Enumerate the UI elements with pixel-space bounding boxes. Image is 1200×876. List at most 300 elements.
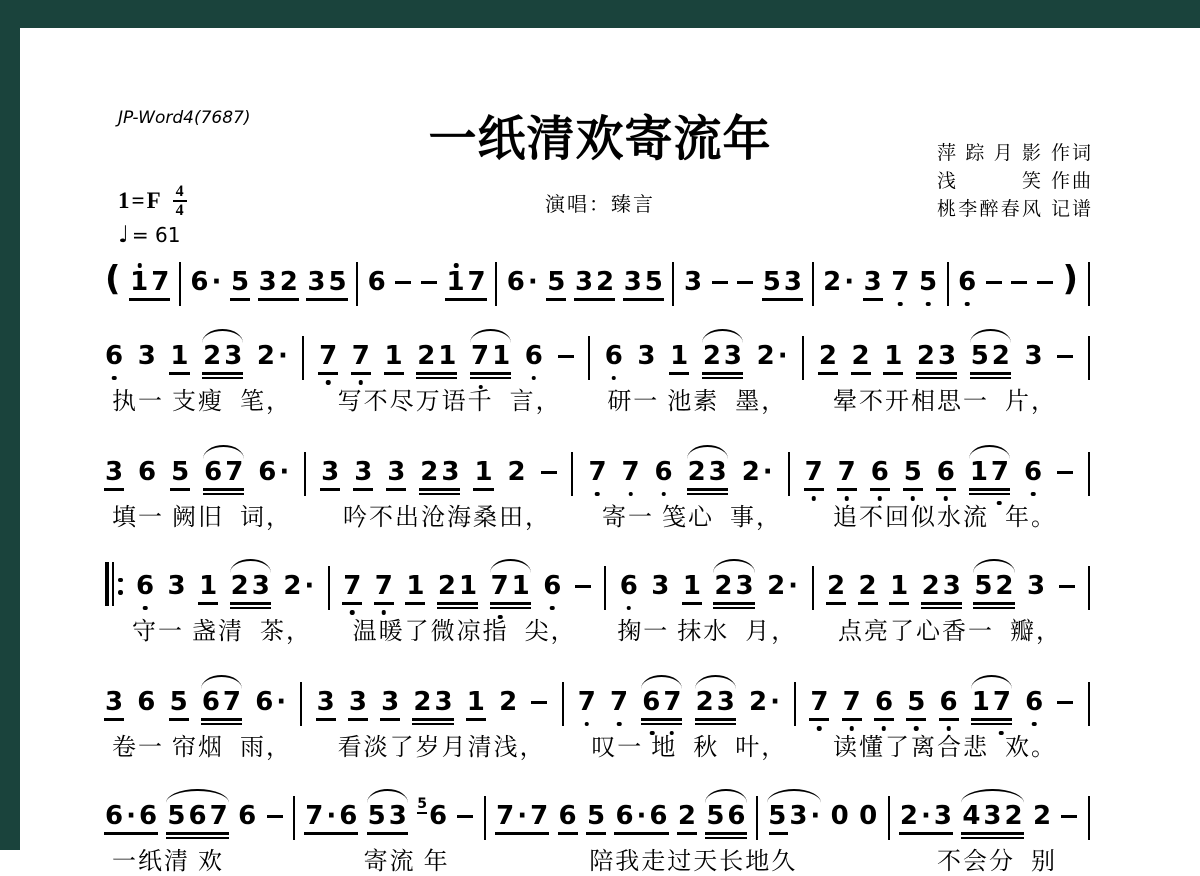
beam-underline (921, 602, 962, 604)
rest-note (830, 801, 852, 831)
beam-underline (473, 488, 493, 490)
note-digits: 17 (130, 267, 173, 297)
beam-underline (899, 832, 953, 834)
note-token (135, 571, 158, 601)
beam-underline (412, 723, 453, 725)
beam-underline (623, 298, 664, 300)
note-token (970, 341, 1013, 371)
note-token (768, 801, 824, 831)
octave-dot-low (627, 606, 632, 611)
duration-dash (1011, 281, 1027, 284)
note-token (1024, 341, 1046, 371)
slur-arc (470, 329, 511, 343)
note-digits: 6· (255, 687, 290, 717)
octave-dot-high (138, 263, 143, 268)
beam-underline (374, 602, 394, 604)
octave-dot-low (661, 492, 666, 497)
notes-row (105, 259, 1090, 306)
beam-underline (419, 493, 460, 495)
duration-dash (421, 281, 437, 284)
note-token (283, 571, 318, 601)
barline (1088, 796, 1090, 840)
note-token (201, 687, 245, 717)
note-token (130, 267, 173, 297)
note-digits: 2· (823, 267, 858, 297)
note-token (574, 267, 618, 297)
note-token (137, 341, 159, 371)
beam-underline (973, 602, 1014, 604)
note-digits: 2· (756, 341, 791, 371)
note-digits: 6· (190, 267, 225, 297)
beam-underline (889, 602, 909, 604)
beam-underline (809, 718, 829, 720)
duration-dash (986, 281, 1002, 284)
duration-dash (1057, 701, 1073, 704)
slur-arc (702, 329, 743, 343)
note-token (916, 341, 960, 371)
key-prefix: 1= (118, 188, 147, 213)
beam-underline (916, 372, 957, 374)
lyricist-role: 作词 (1050, 143, 1093, 164)
note-digits: 2 (677, 801, 699, 831)
note-token (714, 571, 757, 601)
note-digits: 2·3 (899, 801, 955, 831)
beam-underline (258, 298, 299, 300)
note-digits: 67 (204, 457, 247, 487)
slur-arc (971, 675, 1012, 689)
beam-underline (384, 372, 404, 374)
barline (1088, 566, 1090, 610)
note-digits: 3 (381, 687, 403, 717)
slur-arc (202, 329, 243, 343)
beam-underline (304, 832, 358, 834)
beam-underline (669, 372, 689, 374)
note-digits: 23 (413, 687, 456, 717)
note-digits: 3 (105, 457, 127, 487)
composer-role: 作曲 (1050, 171, 1093, 192)
slur-arc (767, 789, 821, 803)
beam-underline (202, 377, 243, 379)
song-title: 一纸清欢寄流年 (428, 111, 772, 167)
note-token (496, 801, 552, 831)
octave-dot-low (898, 302, 903, 307)
note-digits: 1 (670, 341, 692, 371)
barline (1088, 336, 1090, 380)
note-digits: 7 (810, 687, 832, 717)
note-token (918, 267, 941, 297)
note-token (105, 801, 161, 831)
note-digits: 5 (230, 267, 253, 297)
note-token (446, 267, 489, 297)
watermark-text: JP-Word4(7687) (118, 108, 251, 128)
tempo-value: = 61 (131, 223, 181, 247)
lyric-segment: 追不回似水流 年。 (833, 505, 1057, 531)
note-digits: 6 (524, 341, 546, 371)
barline (356, 262, 358, 306)
octave-dot-low (1032, 722, 1037, 727)
note-digits: 6 (936, 457, 958, 487)
note-digits: 1 (170, 341, 192, 371)
note-digits: 6 (367, 267, 389, 297)
note-digits: 53· (768, 801, 824, 831)
note-digits: 6 (958, 267, 980, 297)
rest-note (859, 801, 881, 831)
barline (179, 262, 181, 306)
note-digits: 52 (970, 341, 1013, 371)
note-digits: 6· (258, 457, 293, 487)
note-token (677, 801, 699, 831)
barline (300, 682, 302, 726)
beam-underline (936, 488, 956, 490)
note-digits: 2 (507, 457, 529, 487)
note-digits: 56 (706, 801, 749, 831)
beam-underline (695, 723, 736, 725)
slur-arc (641, 675, 682, 689)
note-digits: 6·6 (615, 801, 671, 831)
note-digits: 3 (387, 457, 409, 487)
note-token (695, 687, 738, 717)
note-token (1023, 457, 1046, 487)
note-digits: 6 (238, 801, 260, 831)
note-digits: 5 (907, 687, 929, 717)
lyric-segment: 填一 阙旧 词， (112, 505, 292, 531)
beam-underline (380, 718, 400, 720)
lyric-segment: 读懂了离合悲 欢。 (832, 735, 1057, 761)
note-digits: 6 (138, 457, 160, 487)
note-digits: 3 (105, 687, 127, 717)
note-digits: 1 (199, 571, 221, 601)
repeat-thin-bar (112, 562, 114, 606)
note-digits: 35 (623, 267, 666, 297)
note-token (610, 687, 632, 717)
note-digits: 5 (918, 267, 941, 297)
beam-underline (970, 372, 1011, 374)
note-digits: 5 (587, 801, 609, 831)
note-token (199, 571, 221, 601)
beam-underline (316, 718, 336, 720)
beam-underline (804, 488, 824, 490)
note-token (1032, 801, 1055, 831)
transcriber-name: 桃李醉春风 (936, 199, 1041, 220)
beam-underline (916, 377, 957, 379)
beam-underline (203, 488, 244, 490)
beam-underline (437, 607, 478, 609)
note-digits: 6 (870, 457, 892, 487)
meter-bottom: 4 (175, 202, 184, 219)
note-token (891, 267, 913, 297)
lyric-segment: 研一 池素 墨， (607, 389, 788, 415)
notes-row (105, 457, 1090, 496)
note-token (804, 457, 826, 487)
note-digits: 21 (417, 341, 460, 371)
note-digits: 567 (167, 801, 231, 831)
lyrics-row (112, 841, 1057, 876)
note-token (238, 801, 260, 831)
barline (802, 336, 804, 380)
note-token (381, 687, 403, 717)
note-digits: 1 (384, 341, 406, 371)
note-digits: 23 (203, 341, 246, 371)
note-token (255, 687, 290, 717)
beam-underline (558, 832, 578, 834)
note-token (417, 341, 460, 371)
beam-underline (169, 372, 189, 374)
beam-underline (973, 607, 1014, 609)
note-token (230, 571, 273, 601)
note-digits: 2· (283, 571, 318, 601)
octave-dot-low (926, 302, 931, 307)
note-digits: 7 (588, 457, 610, 487)
beam-underline (906, 718, 926, 720)
notes-row (105, 687, 1090, 726)
note-token (524, 341, 546, 371)
note-digits: 23 (916, 341, 960, 371)
beam-underline (202, 372, 243, 374)
note-digits: 7 (610, 687, 632, 717)
note-token (420, 457, 463, 487)
octave-dot-low (143, 606, 148, 611)
note-token (437, 571, 481, 601)
barline (484, 796, 486, 840)
duration-dash (712, 281, 728, 284)
lyric-segment: 陪我走过天长地久 (589, 849, 798, 875)
note-token (756, 341, 791, 371)
note-token (1025, 687, 1047, 717)
note-digits: 2· (749, 687, 783, 717)
note-token (907, 687, 929, 717)
beam-underline (842, 718, 862, 720)
note-digits: 5 (547, 267, 569, 297)
note-token (351, 341, 373, 371)
octave-dot-low (550, 606, 555, 611)
note-digits: 7 (891, 267, 913, 297)
duration-dash (558, 355, 574, 358)
note-token (884, 341, 906, 371)
grace-note: 5 (417, 796, 427, 812)
note-token (171, 457, 193, 487)
note-digits: 71 (471, 341, 514, 371)
barline (328, 566, 330, 610)
note-digits: 3 (137, 341, 159, 371)
lyrics-row (112, 381, 1057, 416)
note-token (203, 341, 246, 371)
note-token (962, 801, 1026, 831)
note-digits: 5 (171, 457, 193, 487)
slur-arc (367, 789, 408, 803)
note-digits: 32 (258, 267, 301, 297)
beam-underline (818, 372, 838, 374)
note-digits: 2 (818, 341, 840, 371)
note-token (974, 571, 1017, 601)
note-token (863, 267, 885, 297)
note-digits: 2· (741, 457, 776, 487)
note-token (137, 687, 159, 717)
duration-dash (457, 815, 473, 818)
octave-dot-low (617, 722, 622, 727)
barline (571, 452, 573, 496)
note-token (367, 801, 410, 831)
beam-underline (104, 832, 158, 834)
beam-underline (687, 493, 728, 495)
lyric-segment: 卷一 帘烟 雨， (112, 735, 292, 761)
credit-composer (937, 168, 1093, 196)
note-token (204, 457, 247, 487)
beam-underline (342, 602, 362, 604)
note-digits: 23 (702, 341, 746, 371)
note-digits: 3 (354, 457, 376, 487)
beam-underline (445, 298, 486, 300)
beam-underline (939, 718, 959, 720)
lyric-segment: 寄流 年 (363, 849, 450, 875)
note-token (921, 571, 964, 601)
note-digits: 6 (558, 801, 580, 831)
slur-arc (201, 675, 242, 689)
beam-underline (198, 602, 218, 604)
note-digits: 3 (1026, 571, 1049, 601)
note-token (138, 457, 160, 487)
note-digits: 6 (1023, 457, 1046, 487)
beam-underline (419, 488, 460, 490)
octave-dot-low (1031, 492, 1036, 497)
note-token (169, 687, 191, 717)
note-digits: 7 (319, 341, 341, 371)
beam-underline (166, 837, 228, 839)
note-token (890, 571, 912, 601)
note-token (417, 796, 451, 831)
note-token (258, 457, 293, 487)
note-token (343, 571, 365, 601)
beam-underline (320, 488, 340, 490)
slur-arc (166, 789, 228, 803)
note-digits: 32 (574, 267, 618, 297)
beam-underline (971, 723, 1012, 725)
beam-underline (837, 488, 857, 490)
beam-underline (705, 837, 746, 839)
close-paren: ) (1062, 259, 1079, 299)
beam-underline (921, 607, 962, 609)
frame-top-bar (0, 0, 1200, 28)
note-digits: 23 (695, 687, 738, 717)
note-token (256, 341, 291, 371)
note-token (588, 457, 610, 487)
slur-arc (687, 445, 728, 459)
note-digits: 7 (837, 457, 859, 487)
note-digits: 6· (506, 267, 541, 297)
barline (302, 336, 304, 380)
lyric-segment: 吟不出沧海桑田， (343, 505, 551, 531)
note-digits: 6 (428, 801, 451, 831)
composer-name: 浅笑 (936, 171, 1041, 192)
barline (293, 796, 295, 840)
note-token (167, 571, 189, 601)
note-token (899, 801, 955, 831)
slur-arc (203, 445, 244, 459)
note-digits: 6 (939, 687, 961, 717)
note-digits: 23 (714, 571, 757, 601)
note-digits: 1 (884, 341, 906, 371)
note-token (762, 267, 805, 297)
lyric-segment: 叹一 地 秋 叶， (591, 735, 788, 761)
note-digits: 1 (890, 571, 912, 601)
note-token (406, 571, 428, 601)
beam-underline (961, 832, 1023, 834)
beam-underline (351, 372, 371, 374)
credit-transcriber (937, 196, 1093, 224)
note-token (367, 267, 389, 297)
note-digits: 1 (682, 571, 704, 601)
beam-underline (230, 602, 271, 604)
beam-underline (702, 372, 743, 374)
duration-dash (1057, 471, 1073, 474)
note-digits: 7 (842, 687, 864, 717)
note-token (474, 457, 496, 487)
slur-arc (713, 559, 754, 573)
credits-block (937, 140, 1093, 224)
note-digits: 7·7 (496, 801, 552, 831)
beam-underline (437, 602, 478, 604)
repeat-dot (118, 578, 123, 583)
note-digits: 3 (316, 687, 338, 717)
note-token (558, 801, 580, 831)
note-token (621, 457, 643, 487)
slur-arc (961, 789, 1023, 803)
note-digits: 2· (256, 341, 291, 371)
beam-underline (641, 723, 682, 725)
slur-arc (230, 559, 271, 573)
note-digits: 17 (971, 687, 1014, 717)
note-token (577, 687, 599, 717)
duration-dash (1061, 815, 1077, 818)
beam-underline (203, 493, 244, 495)
beam-underline (858, 602, 878, 604)
barline (947, 262, 949, 306)
duration-dash (541, 471, 557, 474)
barline (1088, 452, 1090, 496)
note-digits: 0 (830, 801, 852, 831)
lyric-segment: 一纸清 欢 (112, 849, 224, 875)
beam-underline (961, 837, 1023, 839)
note-digits: 6 (137, 687, 159, 717)
note-token (842, 687, 864, 717)
barline (304, 452, 306, 496)
barline (812, 566, 814, 610)
octave-dot-low (612, 376, 617, 381)
note-token (874, 687, 897, 717)
barline (794, 682, 796, 726)
note-token (170, 341, 192, 371)
beam-underline (586, 832, 606, 834)
note-digits: 2 (858, 571, 880, 601)
note-digits: 7 (577, 687, 599, 717)
beam-underline (762, 298, 803, 300)
beam-underline (969, 488, 1010, 490)
note-digits: 3 (1024, 341, 1046, 371)
note-token (741, 457, 776, 487)
slur-arc (973, 559, 1014, 573)
beam-underline (705, 832, 746, 834)
note-digits: 52 (974, 571, 1017, 601)
octave-dot-low (585, 722, 590, 727)
note-token (684, 267, 706, 297)
beam-underline (104, 718, 124, 720)
note-token (670, 341, 692, 371)
barline (788, 452, 790, 496)
notes-row (105, 796, 1090, 840)
lyrics-row (132, 611, 1062, 646)
note-digits: 1 (406, 571, 428, 601)
note-token (969, 457, 1013, 487)
beam-underline (870, 488, 890, 490)
